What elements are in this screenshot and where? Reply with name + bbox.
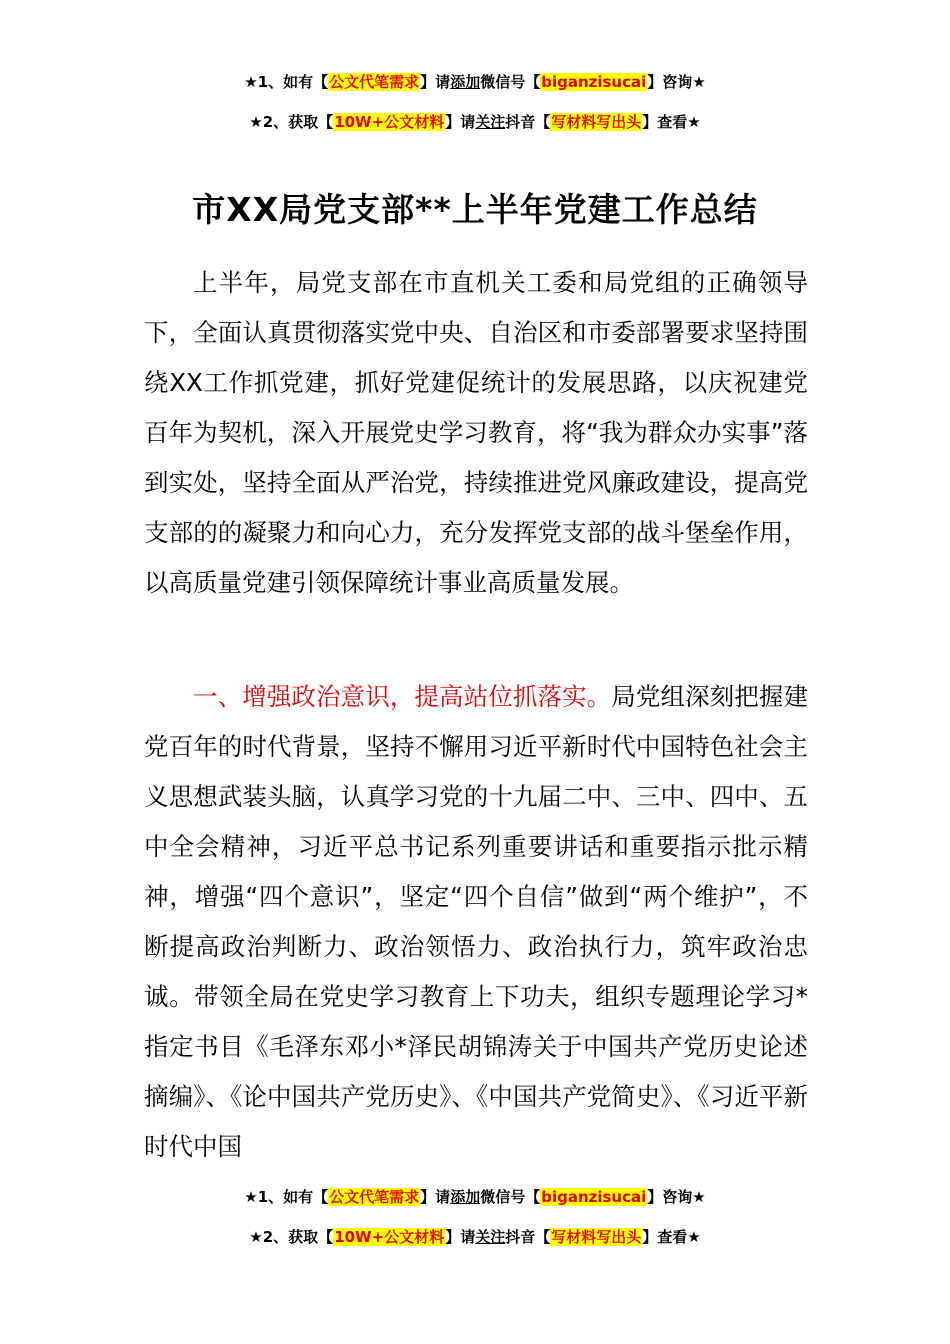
promo-line1-suffix: 】咨询★ — [647, 73, 706, 91]
promo-line1-suffix: 】咨询★ — [647, 1188, 706, 1206]
promo-line2-highlight-materials: 10W+公文材料 — [334, 1228, 445, 1246]
promo-line2-prefix: ★2、获取【 — [249, 1228, 334, 1246]
promo-line2-mid2: 抖音【 — [505, 113, 551, 131]
promo-line1-highlight-service: 公文代笔需求 — [329, 73, 420, 91]
section-1-paragraph — [144, 672, 808, 1172]
section-1-block — [144, 672, 808, 1172]
promo-line2-highlight-materials: 10W+公文材料 — [334, 113, 445, 131]
promo-line1-prefix: ★1、如有【 — [244, 73, 329, 91]
intro-paragraph-block — [144, 258, 808, 608]
promo-line-2-footer — [0, 1217, 950, 1257]
intro-paragraph: 上半年，局党支部在市直机关工委和局党组的正确领导下，全面认真贯彻落实党中央、自治区和市委部署要求坚持围绕XX工作抓党建，抓好党建促统计的发展思路，以庆祝建党百年为契机，深入开展党史学习教育，将“我为群众办实事”落到实处，坚持全面从严治党，持续推进党风廉政建设，提高党支部的的凝聚力和向心力，充分发挥党支部的战斗堡垒作用，以高质量党建引领保障统计事业高质量发展。 — [144, 268, 808, 597]
promo-line1-mid2: 微信号【 — [480, 73, 541, 91]
promo-line2-highlight-douyin: 写材料写出头 — [551, 113, 642, 131]
promo-line2-highlight-douyin: 写材料写出头 — [551, 1228, 642, 1246]
promo-line2-mid1: 】请 — [445, 113, 476, 131]
bottom-promo-banner — [0, 1177, 950, 1257]
document-title: 市XX局党支部**上半年党建工作总结 — [192, 190, 758, 229]
promo-line2-mid1: 】请 — [445, 1228, 476, 1246]
section-1-body: 局党组深刻把握建党百年的时代背景，坚持不懈用习近平新时代中国特色社会主义思想武装头脑，认真学习党的十九届二中、三中、四中、五中全会精神，习近平总书记系列重要讲话和重要指示批示精神，增强“四个意识”，坚定“四个自信”做到“两个维护”，不断提高政治判断力、政治领悟力、政治执行力，筑牢政治忠诚。带领全局在党史学习教育上下功夫，组织专题理论学习*指定书目《毛泽东邓小*泽民胡锦涛关于中国共产党历史论述摘编》、《论中国共产党历史》、《中国共产党简史》、《习近平新时代中国 — [144, 682, 809, 1161]
section-1-heading: 一、增强政治意识，提高站位抓落实。 — [193, 682, 612, 711]
promo-line-1 — [0, 62, 950, 102]
promo-line2-suffix: 】查看★ — [642, 113, 701, 131]
promo-line1-prefix: ★1、如有【 — [244, 1188, 329, 1206]
promo-line1-mid1: 】请 — [420, 1188, 451, 1206]
promo-line1-underlined: 添加 — [450, 73, 481, 91]
promo-line-1-footer — [0, 1177, 950, 1217]
promo-line1-mid2: 微信号【 — [480, 1188, 541, 1206]
promo-line2-underlined: 关注 — [475, 113, 506, 131]
promo-line2-underlined: 关注 — [475, 1228, 506, 1246]
promo-line1-mid1: 】请 — [420, 73, 451, 91]
top-promo-banner — [0, 62, 950, 142]
promo-line2-prefix: ★2、获取【 — [249, 113, 334, 131]
promo-line1-highlight-service: 公文代笔需求 — [329, 1188, 420, 1206]
promo-line1-highlight-wechat: biganzisucai — [541, 1188, 647, 1206]
promo-line-2 — [0, 102, 950, 142]
promo-line1-underlined: 添加 — [450, 1188, 481, 1206]
promo-line2-mid2: 抖音【 — [505, 1228, 551, 1246]
promo-line1-highlight-wechat: biganzisucai — [541, 73, 647, 91]
promo-line2-suffix: 】查看★ — [642, 1228, 701, 1246]
